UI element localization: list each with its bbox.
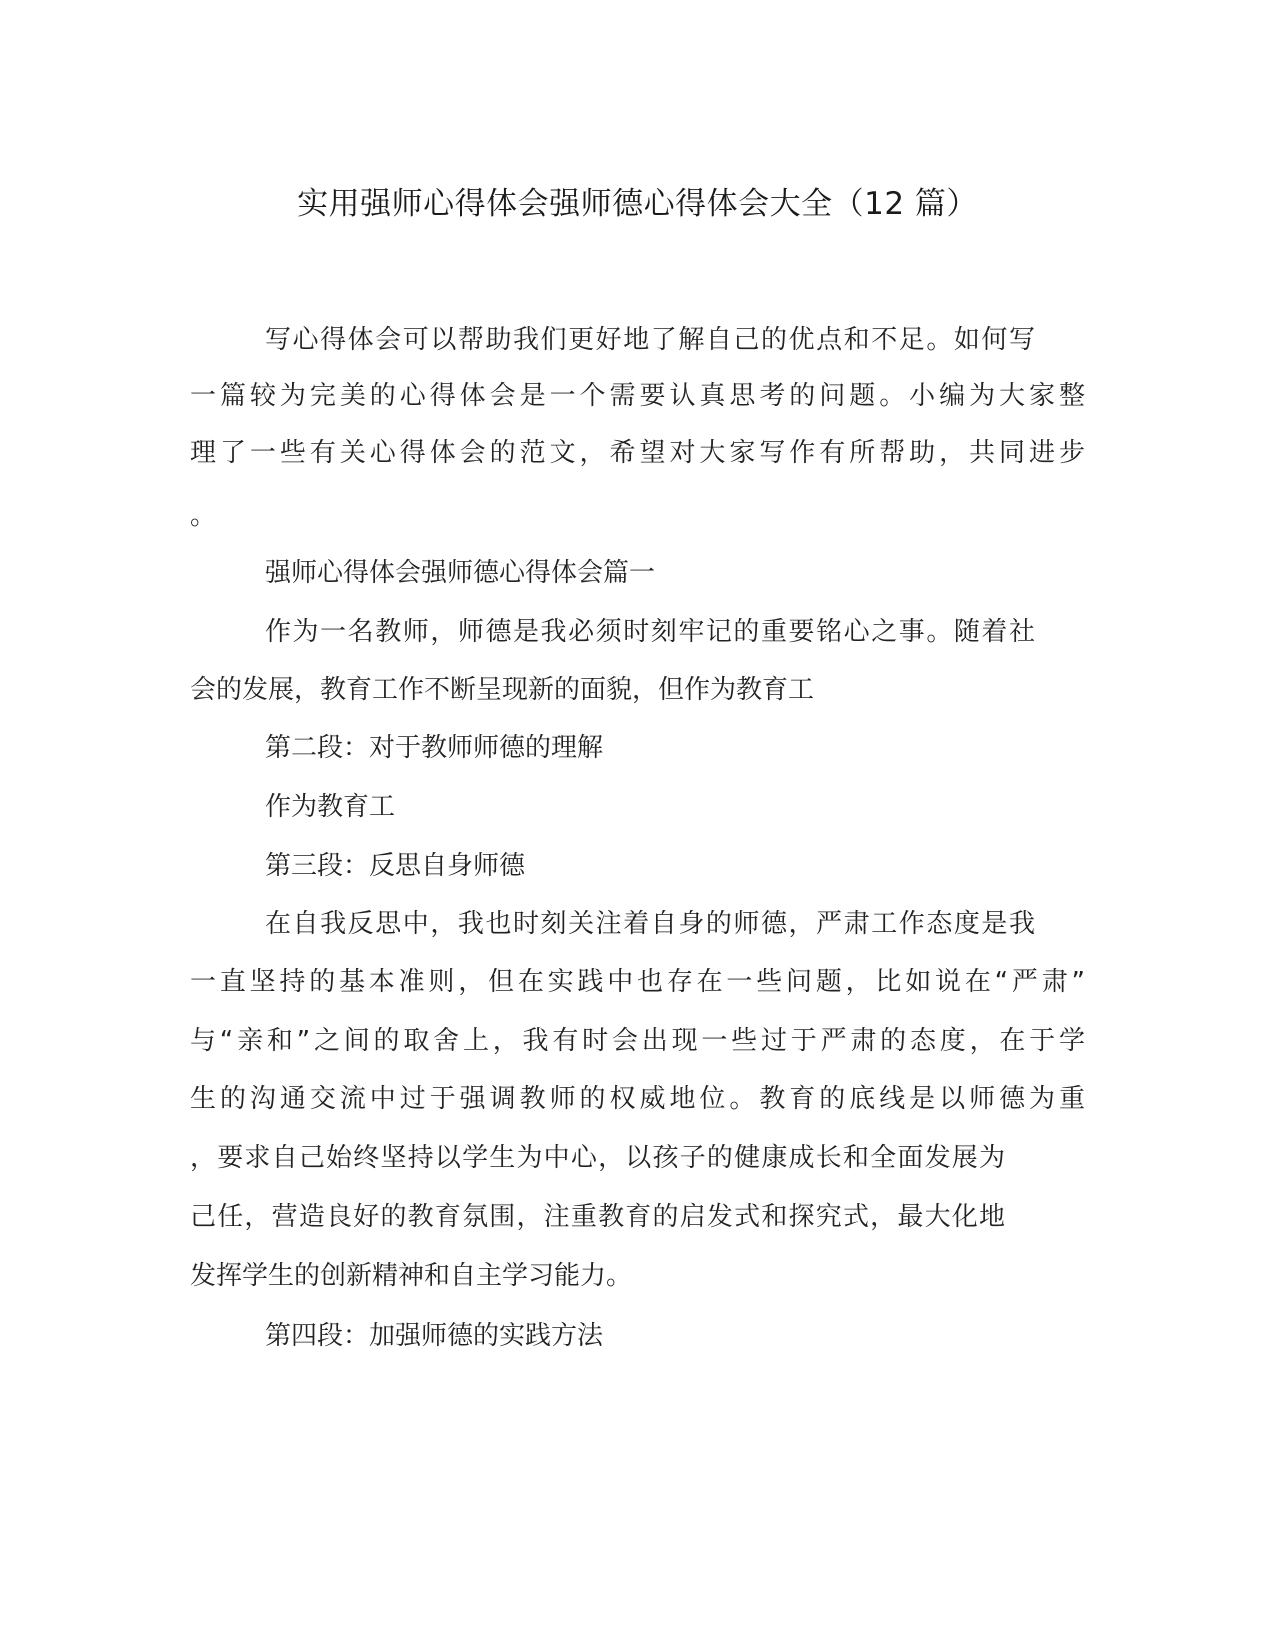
paragraph-line: ，要求自己始终坚持以学生为中心，以孩子的健康成长和全面发展为 xyxy=(190,1143,1005,1173)
paragraph-line: 在自我反思中，我也时刻关注着自身的师德，严肃工作态度是我 xyxy=(265,909,1035,939)
paragraph-line: 生的沟通交流中过于强调教师的权威地位。教育的底线是以师德为重 xyxy=(190,1084,1085,1114)
paragraph-line: 理了一些有关心得体会的范文，希望对大家写作有所帮助，共同进步 xyxy=(190,438,1085,468)
section-heading: 第三段：反思自身师德 xyxy=(265,851,526,881)
paragraph-line: 发挥学生的创新精神和自主学习能力。 xyxy=(190,1261,633,1291)
section-heading: 第二段：对于教师师德的理解 xyxy=(265,733,604,763)
paragraph-line: 一直坚持的基本准则，但在实践中也存在一些问题，比如说在“严肃” xyxy=(190,967,1085,997)
paragraph-line: 写心得体会可以帮助我们更好地了解自己的优点和不足。如何写 xyxy=(265,325,1035,355)
paragraph-line: 与“亲和”之间的取舍上，我有时会出现一些过于严肃的态度，在于学 xyxy=(190,1026,1085,1056)
paragraph-line: 一篇较为完美的心得体会是一个需要认真思考的问题。小编为大家整 xyxy=(190,381,1085,411)
paragraph-line: 作为一名教师，师德是我必须时刻牢记的重要铭心之事。随着社 xyxy=(265,617,1035,647)
paragraph-line: 。 xyxy=(190,501,217,531)
paragraph-line: 会的发展，教育工作不断呈现新的面貌，但作为教育工 xyxy=(190,675,815,705)
document-title: 实用强师心得体会强师德心得体会大全（12 篇） xyxy=(297,186,978,222)
paragraph-line: 己任，营造良好的教育氛围，注重教育的启发式和探究式，最大化地 xyxy=(190,1202,1005,1232)
paragraph-line: 作为教育工 xyxy=(265,792,396,822)
section-heading: 第四段：加强师德的实践方法 xyxy=(265,1321,604,1351)
section-heading: 强师心得体会强师德心得体会篇一 xyxy=(265,558,656,588)
